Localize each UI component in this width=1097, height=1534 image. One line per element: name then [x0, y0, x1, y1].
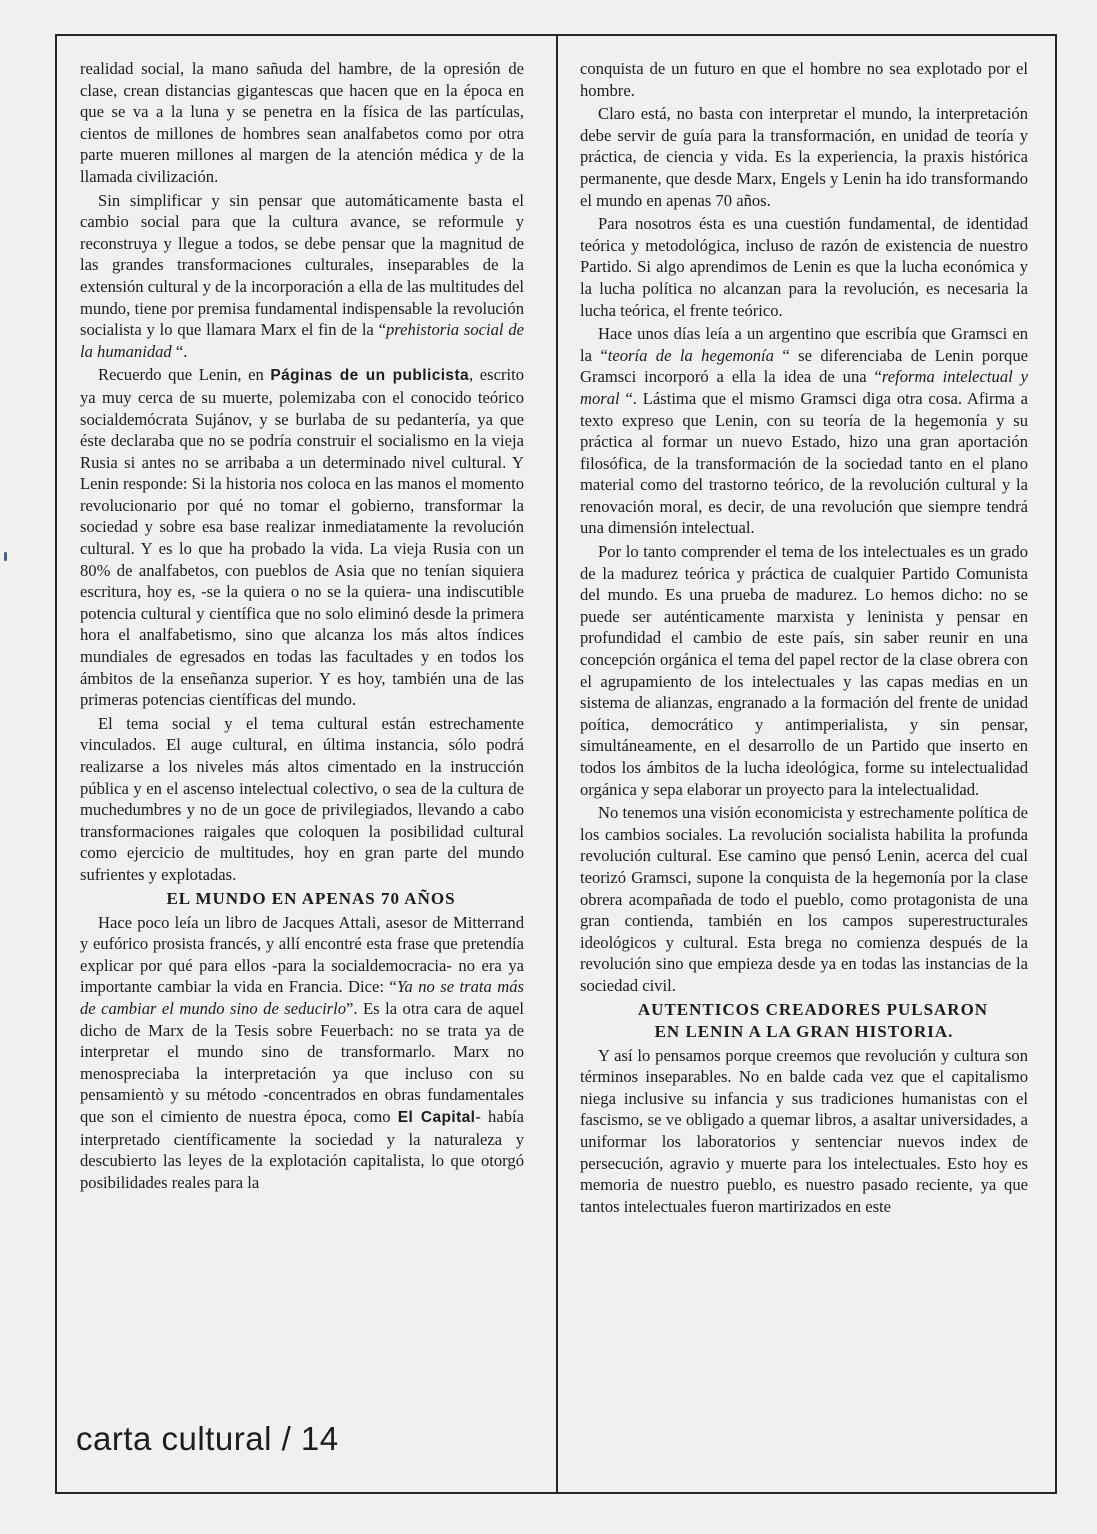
left-column	[80, 58, 524, 1195]
heading-right-line-2: EN LENIN A LA GRAN HISTORIA.	[654, 1021, 954, 1041]
right-paragraph-6: No tenemos una visión economicista y estrechamente política de los cambios sociales. La revolución socialista habilita la profunda revolución cultural. Ese camino que pensó Lenin, acerca del cual teorizó Gramsci, supone la conquista de la hegemonía por la clase obrera acompañada de todo el pueblo, como protagonista de una gran contienda, también en los campos superestructurales ideológicos y cultural. Esta brega no comienza después de la revolución sino que empieza desde ya en todas las instancias de la sociedad civil.	[580, 803, 1028, 995]
right-p4-start: Hace unos días leía a un argentino que escribía que Gramsci en la “	[580, 324, 1028, 365]
left-p5-mid: ”. Es la otra cara de aquel dicho de Marx de la Tesis sobre Feuerbach: no se trata ya de interpretar el mundo sino de transformarlo. Marx no menospreciaba la interpretación ya que incluso con su pensamientò y su método -concentrados en obras fundamentales que son el cimiento de nuestra época, como	[80, 998, 524, 1126]
right-paragraph-1: conquista de un futuro en que el hombre no sea explotado por el hombre.	[580, 59, 1028, 100]
right-p4-italic-2: reforma intelectual y moral	[580, 367, 1028, 408]
section-heading-left: EL MUNDO EN APENAS 70 AÑOS	[166, 888, 456, 908]
left-p5-italic: Ya no se trata más de cambiar el mundo sino de seducirlo	[80, 977, 524, 1018]
left-p3-bold: Páginas de un publicista	[270, 367, 470, 385]
right-p4-italic-1: teoría de la hegemonía	[607, 345, 774, 365]
heading-right-line-1: AUTENTICOS CREADORES PULSARON	[637, 999, 989, 1019]
right-paragraph-4	[580, 323, 1028, 539]
margin-speck	[4, 552, 7, 561]
left-paragraph-4: El tema social y el tema cultural están estrechamente vinculados. El auge cultural, en última instancia, sólo podrá realizarse a los niveles más altos cimentado en la instrucción pública y en el ascenso intelectual colectivo, o sea de la cultura de muchedumbres y no de un goce de privilegiados, llevando a cabo transformaciones raigales que coloquen la posibilidad cultural como ejercicio de multitudes, hoy en gran parte del mundo sufrientes y explotadas.	[80, 713, 524, 884]
right-paragraph-5: Por lo tanto comprender el tema de los intelectuales es un grado de la madurez teórica y práctica de cualquier Partido Comunista del mundo. Es una prueba de madurez. Lo hemos dicho: no se puede ser auténticamente marxista y leninista y pensar en profundidad el cambio de este país, sin saber reunir en una concepción orgánica el tema del papel rector de la clase obrera con el agrupamiento de los intelectuales y las capas medias en un sistema de alianzas, engranado a la formación del frente de unidad poítica, democrático y antimperialista, y sin pensar, simultáneamente, en el desarrollo de un Partido que inserto en todos los ámbitos de la lucha ideológica, forme su intelectualidad orgánica y sepa elaborar un proyecto para la intelectualidad.	[580, 542, 1028, 799]
right-paragraph-3: Para nosotros ésta es una cuestión fundamental, de identidad teórica y metodológica, incluso de razón de existencia de nuestro Partido. Si algo aprendimos de Lenin es que la lucha económica y la lucha política no alcanzan para la revolución, es necesaria la lucha teórica, el frente teórico.	[580, 214, 1028, 320]
section-heading-right	[580, 999, 1028, 1043]
column-divider	[556, 34, 558, 1494]
left-p5-start: Hace poco leía un libro de Jacques Attali, asesor de Mitterrand y eufórico prosista francés, y allí encontré esta frase que pretendía explicar por qué para ellos -para la socialdemocracia- no era ya importante cambiar la vida en Francia. Dice: “	[80, 912, 524, 997]
right-p4-mid: “ se diferenciaba de Lenin porque Gramsci incorporó a ella la idea de una “	[580, 345, 1028, 387]
left-p2-text: Sin simplificar y sin pensar que automáticamente basta el cambio social para que la cultura avance, se reformule y reconstruya y llegue a todos, se debe pensar que la magnitud de las grandes transformaciones culturales, inseparables de la extensión cultural y de la incorporación a ella de las multitudes del mundo, tiene por premisa fundamental indispensable la revolución socialista y lo que llamara Marx el fin de la “	[80, 190, 524, 340]
right-p4-end: “. Lástima que el mismo Gramsci diga otra cosa. Afirma a texto expreso que Lenin, con su teoría de la hegemonía y su práctica al formar un nuevo Estado, hizo una gran aportación filosófica, de la transformación de la sociedad tanto en el plano material como del trastorno teórico, de la revolución cultural y la renovación moral, es decir, de una revolución que siempre tendrá una dimensión intelectual.	[580, 388, 1028, 538]
left-paragraph-1: realidad social, la mano sañuda del hambre, de la opresión de clase, crean distancias gigantescas que hacen que en la época en que se va a la luna y se penetra en la física de las partículas, cientos de millones de hombres sean analfabetos como por otra parte mueren millones al margen de la atención médica y de la llamada civilización.	[80, 59, 524, 186]
right-paragraph-7: Y así lo pensamos porque creemos que revolución y cultura son términos inseparables. No en balde cada vez que el capitalismo niega inclusive su infancia y sus tradiciones humanistas con el fascismo, se ve obligado a quemar libros, a asaltar universidades, a uniformar los laboratorios y sentenciar nuevos index de persecución, agravio y muerte para los intelectuales. Esto hoy es memoria de nuestro pueblo, es nuestro pasado reciente, ya que tantos intelectuales fueron martirizados en este	[580, 1045, 1028, 1216]
left-paragraph-3	[80, 364, 524, 711]
left-paragraph-2	[80, 190, 524, 363]
left-p2-italic: prehistoria social de la humanidad	[80, 320, 524, 361]
right-paragraph-2: Claro está, no basta con interpretar el mundo, la interpretación debe servir de guía para la transformación, en unidad de teoría y práctica, de ciencia y vida. Es la experiencia, la praxis histórica permanente, que desde Marx, Engels y Lenin ha ido transformando el mundo en apenas 70 años.	[580, 104, 1028, 210]
left-paragraph-5	[80, 912, 524, 1194]
left-p5-end: - había interpretado científicamente la sociedad y la naturaleza y descubierto las leyes de la explotación capitalista, lo que otorgó posibilidades reales para la	[80, 1106, 524, 1192]
footer-page-label: carta cultural / 14	[76, 1420, 339, 1457]
left-p3-end: , escrito ya muy cerca de su muerte, polemizaba con el conocido teórico socialdemócrata Sujánov, y se burlaba de su pedantería, ya que éste declaraba que no se podría construir el socialismo en la vieja Rusia si antes no se arribaba a un determinado nivel cultural. Y Lenin responde: Si la historia nos coloca en las manos el momento revolucionario por qué no tomar el gobierno, transformar la sociedad y sobre esa base realizar inmediatamente la revolución cultural. Y es lo que ha probado la vida. La vieja Rusia con un 80% de analfabetos, con pueblos de Asia que no tenían siquiera escritura, hoy es, -se la quiera o no se la quiera- una indiscutible potencia cultural y científica que no solo eliminó desde la primera hora el analfabetismo, sino que alcanza los más altos índices mundiales de egresados en todas las facultades y en todos los ámbitos de la enseñanza superior. Y es hoy, también una de las primeras potencias científicas del mundo.	[80, 365, 524, 710]
left-p3-start: Recuerdo que Lenin, en	[98, 365, 271, 385]
left-p5-bold: El Capital	[397, 1108, 476, 1126]
right-column	[580, 58, 1028, 1219]
left-p2-end: “.	[171, 341, 188, 361]
